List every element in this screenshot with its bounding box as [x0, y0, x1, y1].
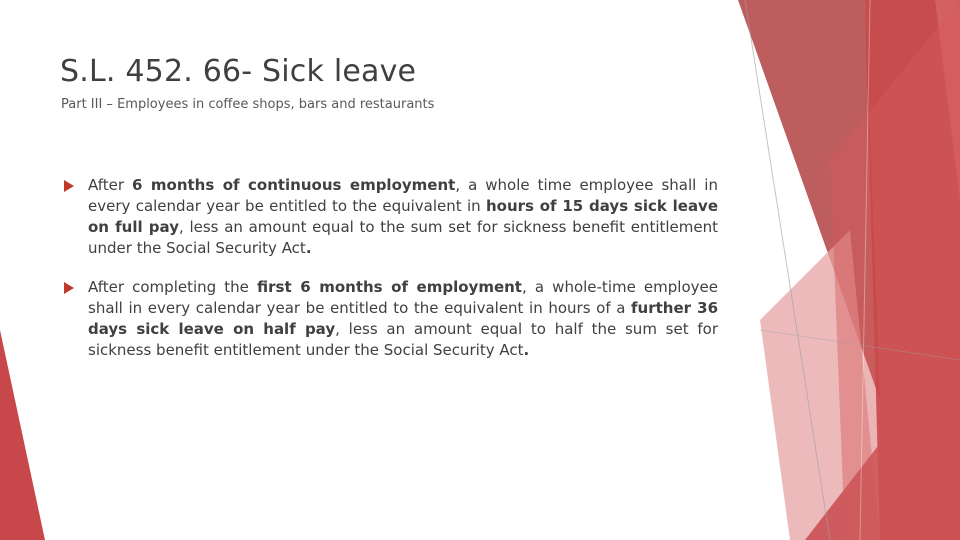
bullet-list [64, 175, 718, 379]
bullet-text: After completing the first 6 months of employment, a whole-time employee shall in every calendar year be entitled to the equivalent in hours of a further 36 days sick leave on half pay, less an amount equal to half the sum set for sickness benefit entitlement under the Social Security Act. [88, 278, 718, 359]
bullet-item [64, 175, 718, 259]
arrow-bullet-icon [64, 282, 74, 294]
bullet-text: After 6 months of continuous employment, a whole time employee shall in every calendar year be entitled to the equivalent in hours of 15 days sick leave on full pay, less an amount equal to the sum set for sickness benefit entitlement under the Social Security Act. [88, 176, 719, 257]
arrow-bullet-icon [64, 180, 74, 192]
slide-title: S.L. 452. 66- Sick leave [60, 54, 417, 89]
slide-subtitle: Part III – Employees in coffee shops, bars and restaurants [61, 97, 435, 112]
bullet-item [64, 277, 718, 361]
left-accent-shape [0, 330, 45, 540]
